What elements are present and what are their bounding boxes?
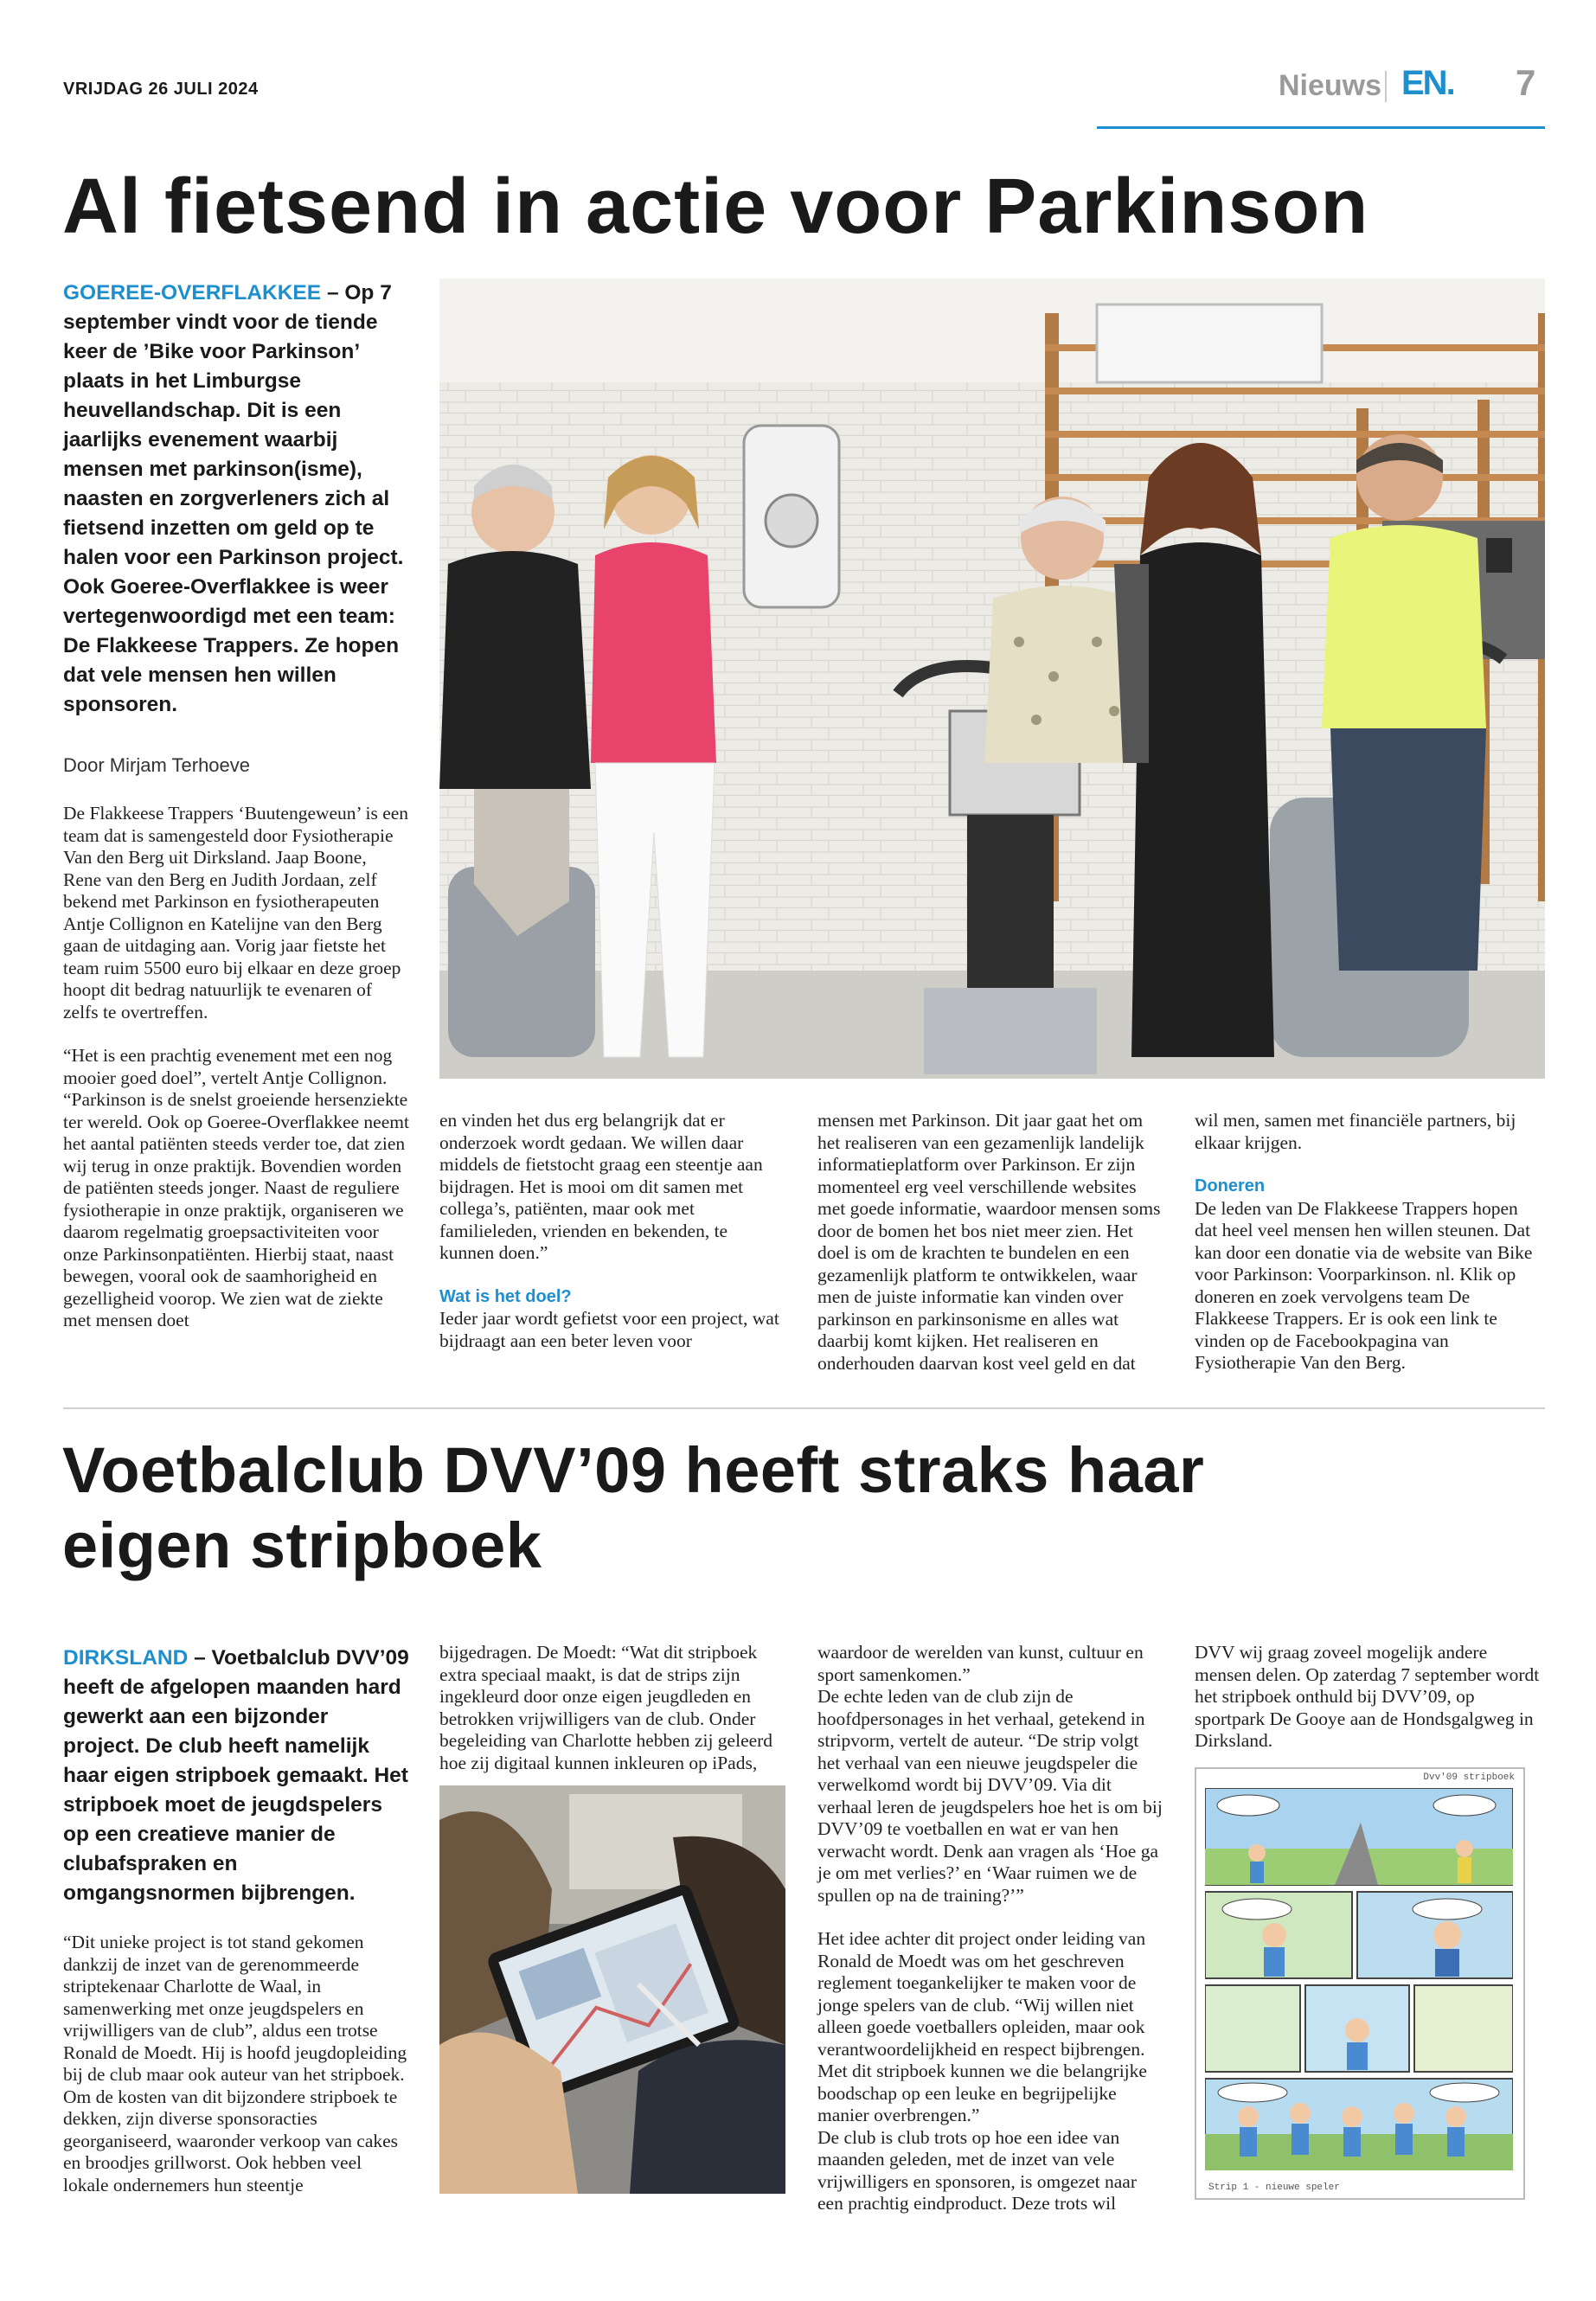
article2-headline: Voetbalclub DVV’09 heeft straks haar eigen stripboek (62, 1434, 1205, 1582)
article2-col3-paragraph: De club is club trots op hoe een idee van maanden geleden, met de inzet van vele vrijwilligers en sponsoren, is omgezet naar een prachtig eindproduct. Deze trots wil (817, 2126, 1137, 2214)
article1-lead-text: – Op 7 september vindt voor de tiende keer de ’Bike voor Parkinson’ plaats in het Limburgse heuvellandschap. Dit is een jaarlijks evenement waarbij mensen met parkinson(isme), naasten en zorgverleners zich al fietsend inzetten om geld op te halen voor een Parkinson project. Ook Goeree-Overflakkee is weer vertegenwoordigd met een team: De Flakkeese Trappers. Ze hopen dat vele mensen hen willen sponsoren. (63, 281, 404, 716)
article1-column-2 (439, 1110, 785, 1374)
article2-col3-paragraph: De echte leden van de club zijn de hoofdpersonages in het verhaal, getekend in stripvorm, vertelt de auteur. “De strip volgt het verhaal van een nieuwe jeugdspeler die verwelkomd wordt bij DVV’09. Via dit verhaal leren de jeugdspelers hoe het is om bij DVV’09 te voetballen en wat er van hen verwacht wordt. Denk aan vragen als ‘Hoe ga je om met verlies?’ en ‘Waar ruimen we de spullen op na de training?’” (817, 1686, 1163, 1906)
article2-col2-paragraph: bijgedragen. De Moedt: “Wat dit stripboek extra speciaal maakt, is dat de strips zijn ingekleurd door onze eigen jeugdleden en betrokken vrijwilligers van de club. Onder begeleiding van Charlotte hebben zij geleerd hoe zij digitaal kunnen inkleuren op iPads, (439, 1642, 773, 1773)
article1-col3-paragraph: mensen met Parkinson. Dit jaar gaat het om het realiseren van een gezamenlijk landelijk informatieplatform over Parkinson. Er zijn momenteel erg veel verschillende websites met goede informatie, waardoor mensen soms door de bomen het bos niet meer zien. Het doel is om de krachten te bundelen en een gezamenlijk platform te ontwikkelen, waar men de juiste informatie kan vinden over parkinson en parkinsonisme en alles wat daarbij komt kijken. Het realiseren en onderhouden daarvan kost veel geld en dat (817, 1110, 1161, 1374)
article1-subhead-goal: Wat is het doel? (439, 1286, 572, 1306)
article1-lead (63, 279, 409, 720)
comic-caption: Strip 1 - nieuwe speler (1208, 2182, 1340, 2193)
article1-column-3 (817, 1110, 1163, 1396)
comic-page (1195, 1767, 1525, 2200)
article1-col2-paragraph: en vinden het dus erg belangrijk dat er onderzoek wordt gedaan. We willen daar middels de fietstocht graag een steentje aan bijdragen. Het is mooi om dit samen met collega’s, patiënten, maar ook met familieleden, vrienden en bekenden, te kunnen doen.” (439, 1110, 763, 1263)
comic-panels (1205, 1788, 1513, 2170)
article2-col1-paragraph: “Dit unieke project is tot stand gekomen dankzij de inzet van de gerenommeerde striptekenaar Charlotte de Waal, in samenwerking met onze jeugdspelers en vrijwilligers van de club”, aldus een trotse Ronald de Moedt. Hij is hoofd jeugdopleiding bij de club maar ook auteur van het stripboek. (63, 1932, 407, 2085)
issue-date: VRIJDAG 26 JULI 2024 (63, 80, 259, 99)
article1-photo (439, 279, 1545, 1079)
article2-column-3 (817, 1642, 1163, 2237)
article2-lead-text: – Voetbalclub DVV’09 heeft de afgelopen maanden hard gewerkt aan een bijzonder project. De club heeft namelijk haar eigen stripboek gemaakt. Het stripboek moet de jeugdspelers op een creatieve manier de clubafspraken en omgangsnormen bijbrengen. (63, 1646, 409, 1905)
article2-lead (63, 1644, 409, 1908)
article2-dateline: DIRKSLAND (63, 1646, 189, 1670)
article1-col2-paragraph: Ieder jaar wordt gefietst voor een project, wat bijdraagt aan een beter leven voor (439, 1308, 779, 1351)
ipad-coloring-photo (439, 1785, 785, 2194)
article1-subhead-donate: Doneren (1195, 1176, 1266, 1195)
article1-col4-paragraph: wil men, samen met financiële partners, bij elkaar krijgen. (1195, 1110, 1516, 1153)
article2-photo (439, 1785, 785, 2194)
article1-headline: Al fietsend in actie voor Parkinson (62, 163, 1369, 250)
article2-column-2 (439, 1642, 785, 1796)
article1-column-1 (63, 803, 409, 1354)
article2-col1-paragraph: Om de kosten van dit bijzondere stripboek te dekken, zijn diverse sponsoracties georganiseerd, waaronder verkoop van cakes en broodjes grillworst. Ook hebben veel lokale ondernemers hun steentje (63, 2086, 399, 2195)
newspaper-logo[interactable]: EN. (1401, 64, 1454, 102)
article2-column-4 (1195, 1642, 1541, 1774)
article1-col1-paragraph: “Het is een prachtig evenement met een nog mooier goed doel”, vertelt Antje Collignon. “Parkinson is de snelst groeiende hersenziekte ter wereld. Ook op Goeree-Overflakkee neemt het aantal patiënten steeds verder toe, dat zien wij terug in onze praktijk. Bovendien worden de patiënten steeds jonger. Naast de reguliere fysiotherapie in onze praktijk, organiseren we daarom regelmatig groepsactiviteiten voor onze Parkinsonpatiënten. Hierbij staat, naast bewegen, vooral ook de saamhorigheid en gezelligheid voorop. We zien wat de ziekte met mensen doet (63, 1045, 409, 1330)
article1-dateline: GOEREE-OVERFLAKKEE (63, 281, 322, 304)
article1-col4-paragraph: De leden van De Flakkeese Trappers hopen dat heel veel mensen hen willen steunen. Dat kan door een donatie via de website van Bike voor Parkinson: Voorparkinson. nl. Klik op doneren en zoek vervolgens team De Flakkeese Trappers. Er is ook een link te vinden op de Facebookpagina van Fysiotherapie Van den Berg. (1195, 1197, 1533, 1373)
article2-col3-paragraph: waardoor de werelden van kunst, cultuur en sport samenkomen.” (817, 1642, 1144, 1685)
article1-column-4 (1195, 1110, 1541, 1396)
article1-col1-paragraph: De Flakkeese Trappers ‘Buutengeweun’ is een team dat is samengesteld door Fysiotherapie Van den Berg uit Dirksland. Jaap Boone, Rene van den Berg en Judith Jordaan, zelf bekend met Parkinson en fysiotherapeuten Antje Collignon en Katelijne van den Berg gaan de uitdaging aan. Vorig jaar fietste het team ruim 5500 euro bij elkaar en deze groep hoopt dit bedrag natuurlijk te evenaren of zelfs te overtreffen. (63, 803, 409, 1022)
page-number: 7 (1516, 62, 1536, 103)
article2-col3-paragraph: Het idee achter dit project onder leiding van Ronald de Moedt was om het geschreven reglement toegankelijker te maken voor de jonge spelers van de club. “Wij willen niet alleen goede voetballers opleiden, maar ook verantwoordelijkheid en respect bijbrengen. Met dit stripboek kunnen we die belangrijke boodschap op een leuke en begrijpelijke manier overbrengen.” (817, 1928, 1147, 2125)
comic-title: Dvv'09 stripboek (1423, 1772, 1515, 1783)
article-divider (63, 1407, 1545, 1409)
gym-photo-illustration (439, 279, 1545, 1079)
article1-byline: Door Mirjam Terhoeve (63, 754, 251, 776)
header-divider (1385, 71, 1387, 102)
article2-column-1 (63, 1932, 409, 2218)
article2-col4-paragraph: DVV wij graag zoveel mogelijk andere mensen delen. Op zaterdag 7 september wordt het stripboek onthuld bij DVV’09, op sportpark De Gooye aan de Hondsgalgweg in Dirksland. (1195, 1642, 1540, 1751)
header-rule (1097, 126, 1545, 129)
section-label[interactable]: Nieuws (1279, 69, 1382, 102)
